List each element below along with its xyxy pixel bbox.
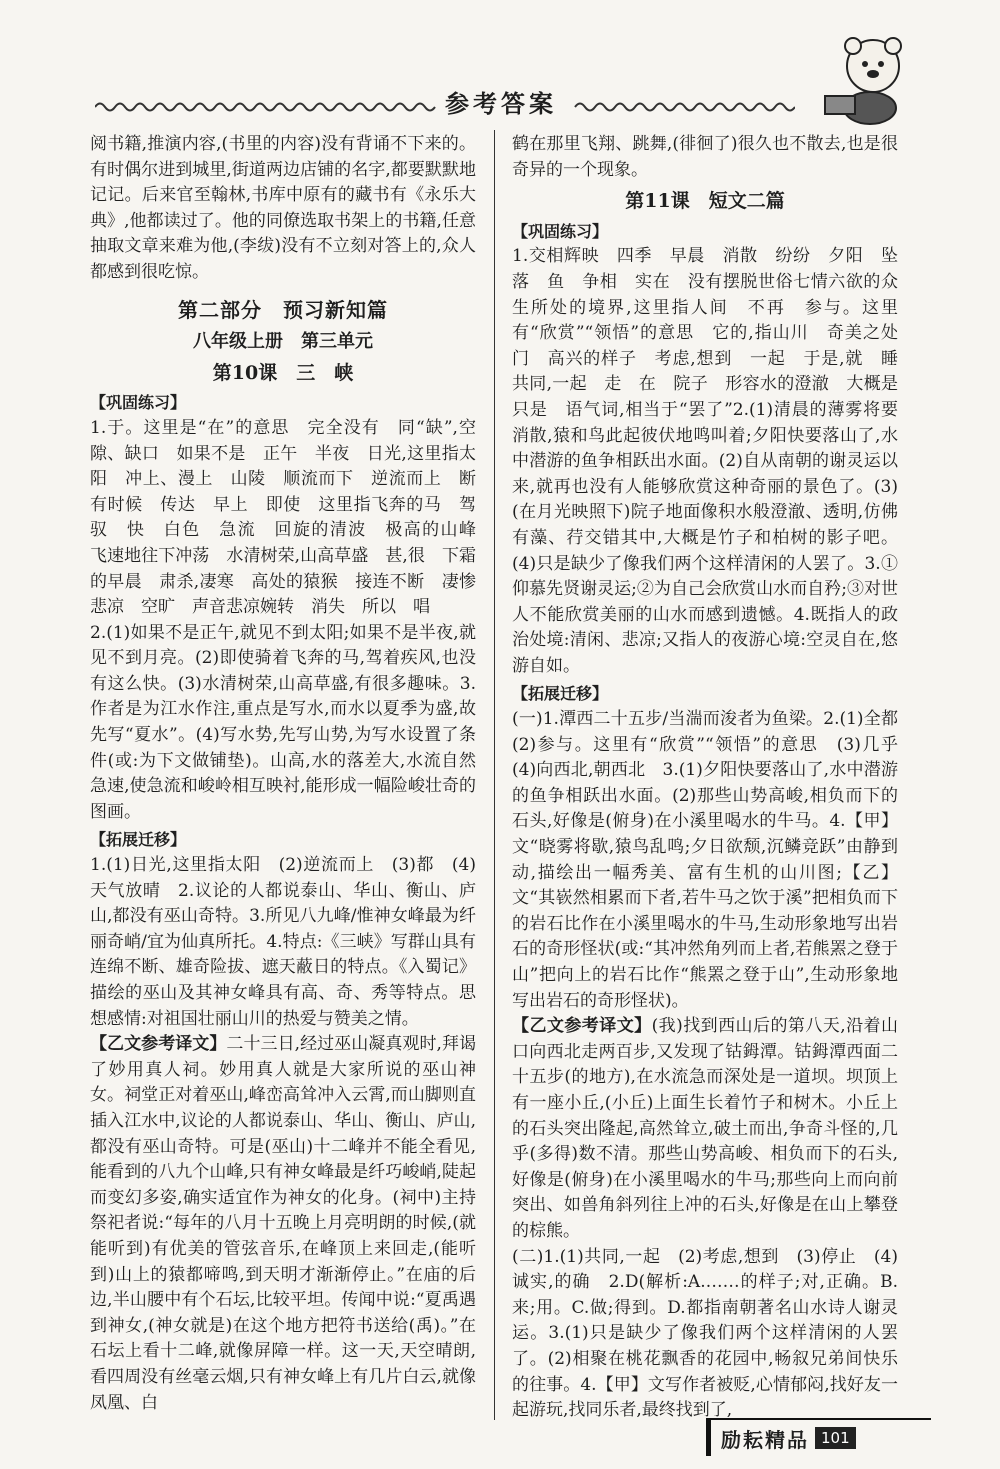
translation-text: (我)找到西山后的第八天,沿着山口向西北走两百步,又发现了钴鉧潭。钴鉧潭西面二十五步(的地方),在水流急而深处是一道坝。坝顶上有一座小丘,(小丘)上面生长着竹子和树木。小丘上的石头突出隆起,高然耸立,破土而出,争奇斗怪的,几乎(多得)数不清。那些山势高峻、相负而下的石头,好像是(俯身)在小溪里喝水的牛马;那些向上而向前突出、如兽角斜列往上冲的石头,好像是在山上攀登的棕熊。 <box>512 1016 898 1241</box>
answer-paragraph: 1.交相辉映 四季 早晨 消散 纷纷 夕阳 坠落 鱼 争相 实在 没有摆脱世俗七情六欲的众生所处的境界,这里指人间 不再 参与。这里有“欣赏”“领悟”的意思 它的,指山川 奇美之处 门 高兴的样子 考虑,想到 一起 于是,就 睡 共同,一起 走 在 院子 形容水的澄澈 大概是 只是 语气词,相当于“罢了”2.(1)清晨的薄雾将要消散,猿和鸟此起彼伏地鸣叫着;夕阳快要落山了,水中潜游的鱼争相跃出水面。(2)自从南朝的谢灵运以来,就再也没有人能够欣赏这种奇丽的景色了。(3)(在月光映照下)院子地面像积水般澄澈、透明,仿佛有藻、荇交错其中,大概是竹子和柏树的影子吧。(4)只是缺少了像我们两个这样清闲的人罢了。3.①仰慕先贤谢灵运;②为自己会欣赏山水而自矜;③对世人不能欣赏美丽的山水而感到遗憾。4.既指人的政治处境:清闲、悲凉;又指人的夜游心境:空灵自在,悠游自如。 <box>512 246 915 676</box>
intro-paragraph: 阅书籍,推演内容,(书里的内容)没有背诵不下来的。有时偶尔进到城里,街道两边店铺的名字,都要默默地记记。后来官至翰林,书库中原有的藏书有《永乐大典》,他都读过了。他的同僚选取书架上的书籍,任意抽取文章来难为他,(李绂)没有不立刻对答上的,众人都感到很吃惊。 <box>90 134 476 282</box>
column-divider <box>494 130 495 1420</box>
section-heading-consolidation: 【巩固练习】 <box>90 393 187 413</box>
answer-paragraph: (二)1.(1)共同,一起 (2)考虑,想到 (3)停止 (4)诚实,的确 2.D(解析:A.……的样子;对,正确。B.来;用。C.做;得到。D.都指南朝著名山水诗人谢灵运。3.(1)只是缺少了像我们两个这样清闲的人罢了。(2)相聚在桃花飘香的花园中,畅叙兄弟间快乐的往事。4.【甲】文写作者被贬,心情郁闷,找好友一起游玩,找同乐者,最终找到了, <box>512 1246 898 1421</box>
answer-paragraph: 2.(1)如果不是正午,就见不到太阳;如果不是半夜,就见不到月亮。(2)即使骑着飞奔的马,驾着疾风,也没有这么快。(3)水清树荣,山高草盛,有很多趣味。3.作者是为江水作注,重点是写水,而水以夏季为盛,故先写“夏水”。(4)写水势,先写山势,为写水设置了条件(或:为下文做铺垫)。山高,水的落差大,水流自然急速,使急流和峻岭相互映衬,能形成一幅险峻壮奇的图画。 <box>90 622 476 822</box>
lesson-10-title: 第10课 三 峡 <box>212 361 354 384</box>
bear-mascot-icon <box>815 36 915 126</box>
header-title: 参考答案 <box>445 90 557 118</box>
answer-paragraph: 1.于。这里是“在”的意思 完全没有 同“缺”,空隙、缺口 如果不是 正午 半夜 日光,这里指太阳 冲上、漫上 山陵 顺流而下 逆流而上 断有时候 传达 早上 即使 这里指飞奔的马 驾驭 快 白色 急流 回旋的清波 极高的山峰 飞速地往下冲荡 水清树荣,山高草盛 甚,很 下霜的早晨 肃杀,凄寒 高处的猿猴 接连不断 凄惨悲凉 空旷 声音悲凉婉转 消失 所以 唱 <box>90 417 493 618</box>
right-column <box>512 132 915 1424</box>
unit-title: 八年级上册 第三单元 <box>193 331 373 353</box>
section-heading-extension: 【拓展迁移】 <box>512 684 609 704</box>
lesson-11-title: 第11课 短文二篇 <box>625 190 785 213</box>
left-column <box>90 132 493 1416</box>
section-heading-consolidation: 【巩固练习】 <box>512 221 609 241</box>
translation-text: 二十三日,经过巫山凝真观时,拜谒了妙用真人祠。妙用真人就是大家所说的巫山神女。祠堂正对着巫山,峰峦高耸冲入云霄,而山脚则直插入江水中,议论的人都说泰山、华山、衡山、庐山,都没有巫山奇特。可是(巫山)十二峰并不能全看见,能看到的八九个山峰,只有神女峰最是纤巧峻峭,陡起而变幻多姿,确实适宜作为神女的化身。(祠中)主持祭祀者说:“每年的八月十五晚上月亮明朗的时候,(就能听到)有优美的管弦音乐,在峰顶上来回走,(能听到)山上的猿都啼鸣,到天明才渐渐停止。”在庙的后边,半山腰中有个石坛,比较平坦。传闻中说:“夏禹遇到神女,(神女就是)在这个地方把符书送给(禹)。”在石坛上看十二峰,就像屏障一样。这一天,天空晴朗,看四周没有丝毫云烟,只有神女峰上有几片白云,就像凤凰、白 <box>90 1034 477 1413</box>
page-number: 101 <box>815 1427 856 1449</box>
page-footer <box>706 1418 931 1456</box>
continued-paragraph: 鹤在那里飞翔、跳舞,(徘徊了)很久也不散去,也是很奇异的一个现象。 <box>512 134 898 180</box>
translation-label: 【乙文参考译文】 <box>90 1034 227 1055</box>
page-header <box>0 0 1000 130</box>
translation-paragraph <box>512 1014 898 1244</box>
translation-paragraph <box>90 1032 476 1416</box>
footer-brand: 励耘精品 <box>721 1427 809 1452</box>
part-title: 第二部分 预习新知篇 <box>178 297 388 322</box>
section-heading-extension: 【拓展迁移】 <box>90 830 187 850</box>
answer-paragraph: 1.(1)日光,这里指太阳 (2)逆流而上 (3)都 (4)天气放晴 2.议论的人都说泰山、华山、衡山、庐山,都没有巫山奇特。3.所见八九峰/惟神女峰最为纤丽奇峭/宜为仙真所托。4.特点:《三峡》写群山具有连绵不断、雄奇险拔、遮天蔽日的特点。《入蜀记》描绘的巫山及其神女峰具有高、奇、秀等特点。思想感情:对祖国壮丽山川的热爱与赞美之情。 <box>90 855 476 1029</box>
translation-label: 【乙文参考译文】 <box>512 1016 652 1037</box>
answer-paragraph: (一)1.潭西二十五步/当湍而浚者为鱼梁。2.(1)全都 (2)参与。这里有“欣赏”“领悟”的意思 (3)几乎 (4)向西北,朝西北 3.(1)夕阳快要落山了,水中潜游的鱼争相跃出水面。(2)那些山势高峻,相负而下的石头,好像是(俯身)在小溪里喝水的牛马。4.【甲】文“晓雾将歇,猿鸟乱鸣;夕日欲颓,沉鳞竞跃”由静到动,描绘出一幅秀美、富有生机的山川图;【乙】文“其嵚然相累而下者,若牛马之饮于溪”把相负而下的岩石比作在小溪里喝水的牛马,生动形象地写出岩石的奇形怪状(或:“其冲然角列而上者,若熊罴之登于山”把向上的岩石比作“熊罴之登于山”,生动形象地写出岩石的奇形怪状)。 <box>512 709 915 1011</box>
